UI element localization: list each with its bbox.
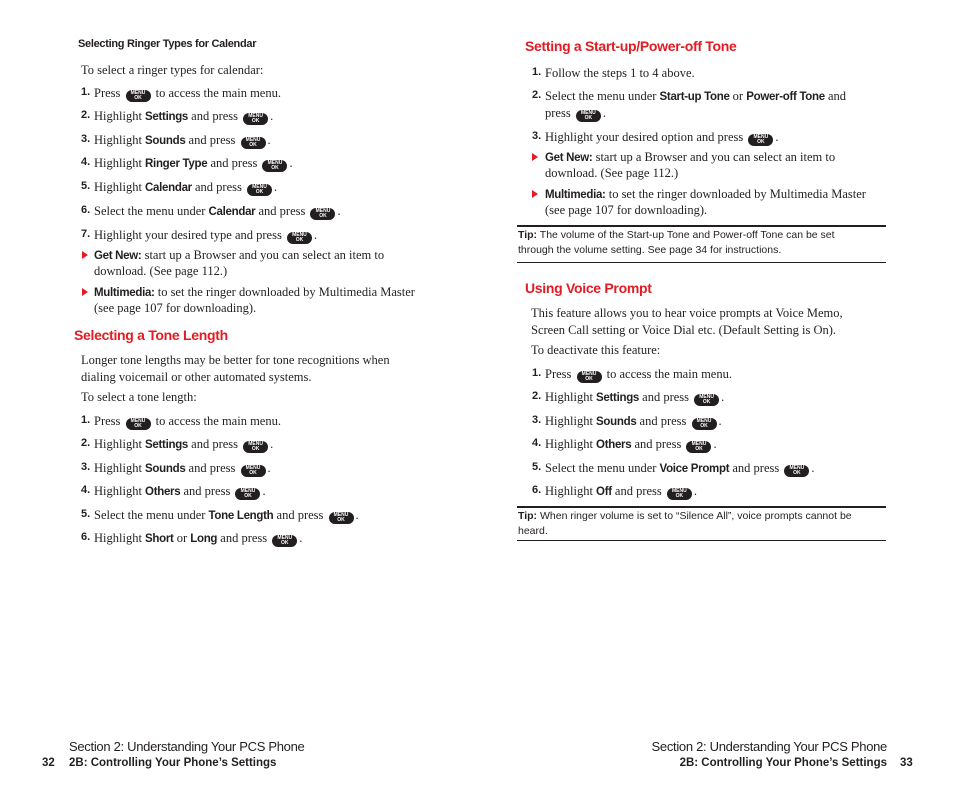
calendar-bullet-get-new-line2: download. (See page 112.)	[94, 264, 228, 278]
calendar-bullet-get-new: Get New: start up a Browser and you can select an item to	[94, 248, 385, 262]
tip-bottom-rule	[517, 540, 886, 541]
menu-ok-key-icon: MENU OK	[243, 113, 268, 125]
right-footer-section: Section 2: Understanding Your PCS Phone	[651, 739, 887, 754]
step-number: 3.	[532, 130, 542, 142]
step-number: 6.	[532, 484, 542, 496]
voice-intro: To deactivate this feature:	[531, 343, 661, 357]
menu-ok-key-icon: MENU OK	[243, 441, 268, 453]
menu-ok-key-icon: MENU OK	[577, 371, 602, 383]
startup-tone-heading: Setting a Start-up/Power-off Tone	[525, 38, 737, 54]
step-number: 4.	[532, 437, 542, 449]
step-number: 4.	[81, 156, 91, 168]
calendar-bullet-multimedia-line2: (see page 107 for downloading).	[94, 301, 257, 315]
menu-ok-key-icon: MENU OK	[272, 535, 297, 547]
step-number: 2.	[81, 437, 91, 449]
step-number: 3.	[81, 133, 91, 145]
step-number: 2.	[532, 89, 542, 101]
step-number: 4.	[81, 484, 91, 496]
menu-ok-key-icon: MENU OK	[667, 488, 692, 500]
tone-intro: To select a tone length:	[81, 390, 197, 404]
calendar-intro: To select a ringer types for calendar:	[81, 63, 264, 77]
calendar-step-5: Highlight Calendar and press MENU OK .	[94, 180, 278, 195]
step-number: 5.	[532, 461, 542, 473]
bullet-arrow-icon	[82, 288, 88, 296]
bullet-arrow-icon	[532, 190, 538, 198]
left-page-number: 32	[42, 757, 55, 769]
tone-paragraph-line1: Longer tone lengths may be better for tone recognitions when	[81, 353, 390, 367]
step-number: 1.	[532, 66, 542, 78]
step-number: 2.	[81, 109, 91, 121]
left-footer-section: Section 2: Understanding Your PCS Phone	[69, 739, 305, 754]
step-number: 2.	[532, 390, 542, 402]
voice-step-3: Highlight Sounds and press MENU OK .	[545, 414, 722, 429]
menu-ok-key-icon: MENU OK	[692, 418, 717, 430]
menu-ok-key-icon: MENU OK	[262, 160, 287, 172]
startup-step-3: Highlight your desired option and press MENU OK .	[545, 130, 779, 145]
menu-ok-key-icon: MENU OK	[287, 232, 312, 244]
step-number: 5.	[81, 508, 91, 520]
step-number: 7.	[81, 228, 91, 240]
step-number: 5.	[81, 180, 91, 192]
tone-step-3: Highlight Sounds and press MENU OK .	[94, 461, 271, 476]
tone-step-1: Press MENU OK to access the main menu.	[94, 414, 281, 429]
voice-step-1: Press MENU OK to access the main menu.	[545, 367, 732, 382]
startup-bullet-multimedia-line2: (see page 107 for downloading).	[545, 203, 708, 217]
step-number: 1.	[81, 86, 91, 98]
menu-ok-key-icon: MENU OK	[784, 465, 809, 477]
menu-ok-key-icon: MENU OK	[235, 488, 260, 500]
tone-paragraph-line2: dialing voicemail or other automated systems.	[81, 370, 312, 384]
tone-step-5: Select the menu under Tone Length and press MENU OK .	[94, 508, 359, 523]
calendar-step-6: Select the menu under Calendar and press MENU OK .	[94, 204, 341, 219]
menu-ok-key-icon: MENU OK	[241, 137, 266, 149]
menu-ok-key-icon: MENU OK	[310, 208, 335, 220]
step-number: 6.	[81, 531, 91, 543]
voice-step-2: Highlight Settings and press MENU OK .	[545, 390, 725, 405]
tone-step-6: Highlight Short or Long and press MENU OK .	[94, 531, 303, 546]
menu-ok-key-icon: MENU OK	[126, 90, 151, 102]
left-footer-chapter: 2B: Controlling Your Phone’s Settings	[69, 757, 277, 769]
tip-top-rule	[517, 506, 886, 508]
calendar-bullet-multimedia: Multimedia: to set the ringer downloaded by Multimedia Master	[94, 285, 415, 299]
calendar-heading: Selecting Ringer Types for Calendar	[78, 38, 257, 50]
voice-step-6: Highlight Off and press MENU OK .	[545, 484, 698, 499]
voice-paragraph-line2: Screen Call setting or Voice Dial etc. (Default Setting is On).	[531, 323, 837, 337]
menu-ok-key-icon: MENU OK	[126, 418, 151, 430]
voice-step-5: Select the menu under Voice Prompt and press MENU OK .	[545, 461, 815, 476]
step-number: 6.	[81, 204, 91, 216]
tone-length-heading: Selecting a Tone Length	[74, 327, 228, 343]
menu-ok-key-icon: MENU OK	[686, 441, 711, 453]
voice-tip: Tip: When ringer volume is set to “Silence All”, voice prompts cannot be heard.	[518, 510, 852, 537]
right-page-number: 33	[900, 757, 913, 769]
calendar-step-4: Highlight Ringer Type and press MENU OK .	[94, 156, 293, 171]
startup-bullet-get-new-line2: download. (See page 112.)	[545, 166, 679, 180]
startup-step-2-line2: press MENU OK .	[545, 106, 606, 121]
menu-ok-key-icon: MENU OK	[694, 394, 719, 406]
menu-ok-key-icon: MENU OK	[576, 110, 601, 122]
tip-bottom-rule	[517, 262, 886, 263]
step-number: 3.	[532, 414, 542, 426]
step-number: 1.	[81, 414, 91, 426]
voice-paragraph-line1: This feature allows you to hear voice prompts at Voice Memo,	[531, 306, 843, 320]
voice-prompt-heading: Using Voice Prompt	[525, 280, 652, 296]
step-number: 3.	[81, 461, 91, 473]
calendar-step-3: Highlight Sounds and press MENU OK .	[94, 133, 271, 148]
menu-ok-key-icon: MENU OK	[241, 465, 266, 477]
startup-tip: Tip: The volume of the Start-up Tone and Power-off Tone can be set through the volume setting. See page 34 for instructions.	[518, 229, 835, 256]
calendar-step-2: Highlight Settings and press MENU OK .	[94, 109, 274, 124]
bullet-arrow-icon	[532, 153, 538, 161]
startup-step-1: Follow the steps 1 to 4 above.	[545, 66, 695, 80]
tone-step-2: Highlight Settings and press MENU OK .	[94, 437, 274, 452]
step-number: 1.	[532, 367, 542, 379]
bullet-arrow-icon	[82, 251, 88, 259]
tone-step-4: Highlight Others and press MENU OK .	[94, 484, 266, 499]
calendar-step-7: Highlight your desired type and press MENU OK .	[94, 228, 318, 243]
startup-bullet-multimedia: Multimedia: to set the ringer downloaded by Multimedia Master	[545, 187, 866, 201]
voice-step-4: Highlight Others and press MENU OK .	[545, 437, 717, 452]
menu-ok-key-icon: MENU OK	[748, 134, 773, 146]
right-footer-chapter: 2B: Controlling Your Phone’s Settings	[679, 757, 887, 769]
startup-step-2: Select the menu under Start-up Tone or Power-off Tone and	[545, 89, 847, 103]
menu-ok-key-icon: MENU OK	[329, 512, 354, 524]
calendar-step-1: Press MENU OK to access the main menu.	[94, 86, 281, 101]
tip-top-rule	[517, 225, 886, 227]
startup-bullet-get-new: Get New: start up a Browser and you can select an item to	[545, 150, 836, 164]
menu-ok-key-icon: MENU OK	[247, 184, 272, 196]
